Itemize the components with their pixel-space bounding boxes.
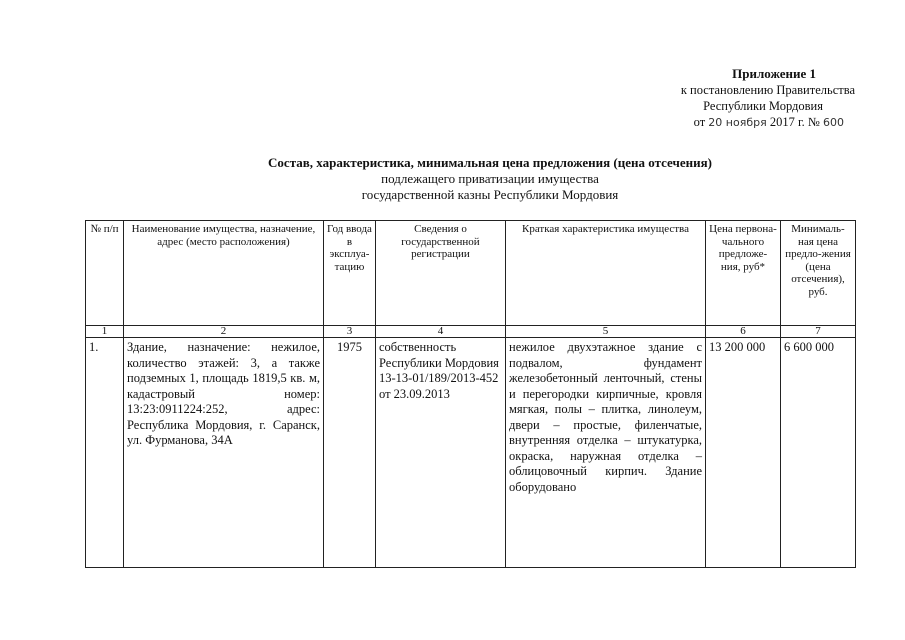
column-number: 6	[706, 326, 781, 338]
table-row	[86, 338, 856, 568]
handwritten-number: 600	[823, 116, 844, 129]
property-table	[85, 220, 856, 568]
column-number: 7	[781, 326, 856, 338]
minimum-price: 6 600 000	[781, 338, 856, 568]
date-prefix: от	[693, 115, 706, 129]
property-name: Здание, назначение: нежилое, количество этажей: 3, а также подземных 1, площадь 1819,5 кв. м, кадастровый номер: 13:23:0911224:252, адрес: Республика Мордовия, г. Саранск, ул. Фурманова, 34А	[124, 338, 324, 568]
date-year: 2017 г. №	[769, 115, 820, 129]
title-line-2: подлежащего приватизации имущества	[381, 171, 599, 186]
column-number: 1	[86, 326, 124, 338]
row-number: 1.	[86, 338, 124, 568]
header-cell-min-price: Минималь-ная цена предло-жения (цена отсечения), руб.	[781, 221, 856, 326]
appendix-line-1: к постановлению Правительства	[680, 83, 855, 97]
column-number: 5	[506, 326, 706, 338]
column-number-row	[86, 326, 856, 338]
header-cell-initial-price: Цена первона-чального предложе-ния, руб*	[706, 221, 781, 326]
handwritten-date: 20 ноября	[708, 116, 767, 129]
column-number: 4	[376, 326, 506, 338]
appendix-line-2: Республики Мордовия	[703, 99, 823, 113]
column-number: 3	[324, 326, 376, 338]
initial-price: 13 200 000	[706, 338, 781, 568]
table-header-row	[86, 221, 856, 326]
column-number: 2	[124, 326, 324, 338]
document-title	[180, 155, 800, 203]
title-line-1: Состав, характеристика, минимальная цена предложения (цена отсечения)	[268, 155, 712, 170]
title-line-3: государственной казны Республики Мордовия	[361, 187, 619, 202]
appendix-title: Приложение 1	[732, 66, 816, 81]
header-cell-description: Краткая характеристика имущества	[506, 221, 706, 326]
header-cell-year: Год ввода в эксплуа-тацию	[324, 221, 376, 326]
appendix-header	[630, 66, 870, 131]
property-registration: собственность Республики Мордовия 13-13-01/189/2013-452 от 23.09.2013	[376, 338, 506, 568]
property-description: нежилое двухэтажное здание с подвалом, фундамент железобетонный ленточный, стены и перегородки кирпичные, кровля мягкая, полы – плитка, линолеум, двери – простые, филенчатые, внутренняя отделка – штукатурка, окраска, наружная отделка – облицовочный кирпич. Здание оборудовано	[506, 338, 706, 568]
property-year: 1975	[324, 338, 376, 568]
header-cell-name: Наименование имущества, назначение, адрес (место расположения)	[124, 221, 324, 326]
header-cell-number: № п/п	[86, 221, 124, 326]
appendix-date-line	[630, 114, 870, 131]
header-cell-registration: Сведения о государственной регистрации	[376, 221, 506, 326]
